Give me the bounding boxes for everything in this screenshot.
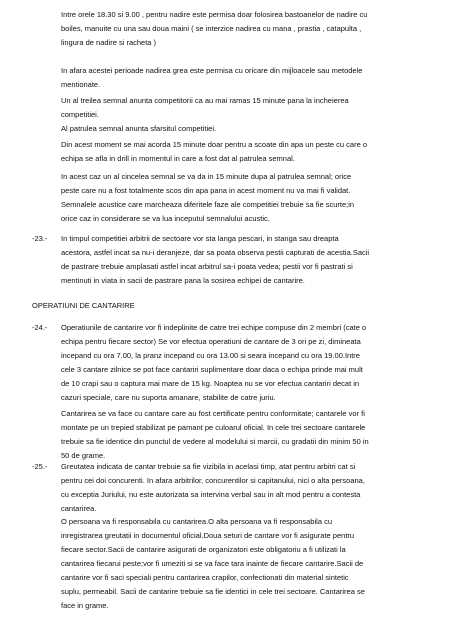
paragraph-line: Un al treilea semnal anunta competitorii ca au mai ramas 15 minute pana la incheierea [61, 96, 349, 105]
paragraph-line: suplu, permeabil. Sacii de cantarire trebuie sa fie identici in cele trei sectoare. Cantarirea se [61, 587, 365, 596]
paragraph-line: cele 3 cantare zilnice se pot face cantariri suplimentare doar daca o echipa prinde mai mult [61, 365, 363, 374]
paragraph-line: acestora, astfel incat sa nu-i deranjeze, dar sa poata observa pestii capturati de acestia.Sacii [61, 248, 370, 257]
paragraph-line: Semnalele acustice care marcheaza diferitele faze ale competitiei trebuie sa fie scurte;in [61, 200, 355, 209]
paragraph-line: de 10 crapi sau o captura mai mare de 15 kg. Noaptea nu se vor efectua cantariri decat in [61, 379, 360, 388]
paragraph-line: Cantarirea se va face cu cantare care au fost certificate pentru conformitate; cantarele vor fi [61, 409, 365, 418]
paragraph [61, 94, 444, 122]
paragraph-line: Operatiunile de cantarire vor fi indeplinite de catre trei echipe compuse din 2 membri (cate o [61, 323, 367, 332]
paragraph-line: cantarirea. [61, 504, 97, 513]
paragraph [61, 407, 444, 463]
paragraph-line: trebuie sa fie identice din punctul de vedere al modelului si marcii, cu gradatii din minim 50 in [61, 437, 369, 446]
paragraph-line: cantarire vor fi saci speciali pentru cantarirea crapilor, confectionati din material sintetic [61, 573, 349, 582]
paragraph-line: peste care nu a fost totalmente scos din apa pana in acest moment nu va mai fi validat. [61, 186, 351, 195]
paragraph-line: In afara acestei perioade nadirea grea este permisa cu oricare din mijloacele sau metodele [61, 66, 363, 75]
paragraph-line: In timpul competitiei arbitrii de sectoare vor sta langa pescari, in stanga sau dreapta [61, 234, 339, 243]
paragraph [61, 232, 444, 288]
paragraph-line: incepand cu ora 7.00, la pranz incepand cu ora 13.00 si seara incepand cu ora 19.00.Intre [61, 351, 360, 360]
paragraph-line: echipa pentru fiecare sector) Se vor efectua operatiuni de cantare de 3 ori pe zi, dimineata [61, 337, 361, 346]
article-number: -23.- [32, 234, 48, 243]
paragraph-line: montate pe un trepied stabilizat pe pamant pe culoarul oficial. In cele trei sectoare cantarele [61, 423, 366, 432]
paragraph-line: O persoana va fi responsabila cu cantarirea.O alta persoana va fi responsabila cu [61, 517, 332, 526]
paragraph-line: 50 de grame. [61, 451, 106, 460]
paragraph [61, 8, 444, 50]
paragraph-line: mentinuti in viata in sacii de pastrare pana la sosirea echipei de cantarire. [61, 276, 305, 285]
article-number: -24.- [32, 323, 48, 332]
paragraph-line: fiecare sector.Sacii de cantarire asigurati de organizatori este obligatoriu a fi utilizati la [61, 545, 346, 554]
paragraph-line: cazuri speciale, care nu suporta amanare, stabilite de catre juriu. [61, 393, 276, 402]
paragraph-line: Al patrulea semnal anunta sfarsitul competitiei. [61, 124, 217, 133]
paragraph-line: inregistrarea greutatii in documentul oficial.Doua seturi de cantare vor fi asigurate pentru [61, 531, 355, 540]
paragraph-line: cantarirea fiecarui peste;vor fi umeziti si se va face tara inainte de fiecare cantarire.Sacii de [61, 559, 364, 568]
paragraph-line: Intre orele 18.30 si 9.00 , pentru nadire este permisa doar folosirea bastoanelor de nadire cu [61, 10, 368, 19]
paragraph [61, 64, 444, 92]
paragraph [61, 122, 444, 136]
section-heading: OPERATIUNI DE CANTARIRE [32, 301, 135, 310]
paragraph-line: face in grame. [61, 601, 109, 610]
article-number: -25.- [32, 462, 48, 471]
paragraph [61, 170, 444, 198]
paragraph-line: Greutatea indicata de cantar trebuie sa fie vizibila in acelasi timp, atat pentru arbitri cat si [61, 462, 356, 471]
paragraph-line: cu exceptia Juriului, nu este autorizata sa intervina verbal sau in alt mod pentru a contesta [61, 490, 361, 499]
paragraph-line: de pastrare trebuie amplasati astfel incat arbitrul sa-i poata vedea; pestii vor fi pastrati si [61, 262, 353, 271]
paragraph-line: pentru cei doi concurenti. In afara arbitrilor, concurentilor si capitanului, nici o alta persoana, [61, 476, 365, 485]
paragraph [61, 515, 444, 613]
paragraph [61, 321, 444, 405]
paragraph-line: In acest caz un al cincelea semnal se va da in 15 minute dupa al patrulea semnal; orice [61, 172, 352, 181]
paragraph-line: orice caz in considerare se va lua inceputul semnalului acustic. [61, 214, 270, 223]
paragraph [61, 460, 444, 516]
paragraph-line: echipa se afla in drill in momentul in care a fost dat al patrulea semnal. [61, 154, 295, 163]
paragraph [61, 138, 444, 166]
paragraph-line: lingura de nadire si racheta ) [61, 38, 157, 47]
paragraph-line: boiles, manuite cu una sau doua maini ( se interzice nadirea cu mana , prastia , catapulta , [61, 24, 362, 33]
paragraph [61, 198, 444, 226]
paragraph-line: competitiei. [61, 110, 99, 119]
paragraph-line: mentionate. [61, 80, 101, 89]
paragraph-line: Din acest moment se mai acorda 15 minute doar pentru a scoate din apa un peste cu care o [61, 140, 368, 149]
